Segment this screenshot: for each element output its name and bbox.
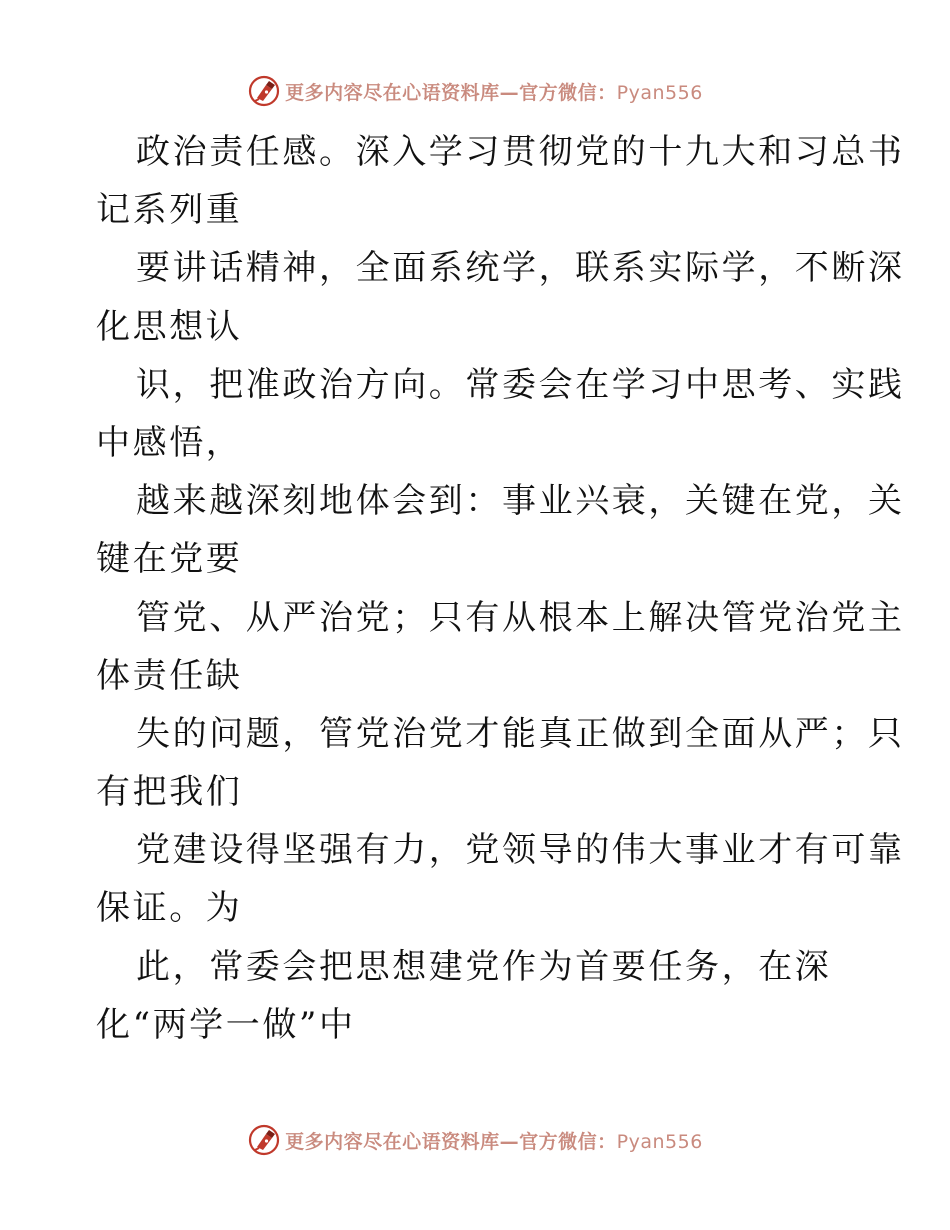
- text-line: 有把我们: [96, 772, 243, 813]
- footer-watermark-text: [285, 1127, 703, 1154]
- text-line: 管党、从严治党；只有从根本上解决管党治党主: [136, 597, 905, 638]
- document-body: [96, 123, 905, 1054]
- footer-watermark-label: 更多内容尽在心语资料库—官方微信：: [285, 1130, 617, 1153]
- text-line: 政治责任感。深入学习贯彻党的十九大和习总书: [136, 132, 905, 172]
- text-line: 要讲话精神，全面系统学，联系实际学，不断深: [136, 248, 905, 289]
- header-watermark: [247, 74, 703, 108]
- text-line: 失的问题，管党治党才能真正做到全面从严；只: [136, 713, 905, 754]
- text-line: 化思想认: [96, 306, 243, 347]
- pen-nib-logo-icon: [247, 1123, 281, 1157]
- header-watermark-handle: Pyan556: [616, 81, 703, 104]
- header-watermark-banner: [0, 71, 950, 111]
- text-line: 越来越深刻地体会到：事业兴衰，关键在党，关: [136, 481, 905, 522]
- header-watermark-label: 更多内容尽在心语资料库—官方微信：: [285, 81, 617, 104]
- text-line: 键在党要: [96, 539, 243, 580]
- text-line: 记系列重: [96, 190, 243, 231]
- text-line: 保证。为: [96, 888, 243, 929]
- header-watermark-text: [285, 78, 703, 105]
- pen-nib-logo-icon: [247, 74, 281, 108]
- text-line: 党建设得坚强有力，党领导的伟大事业才有可靠: [136, 830, 905, 871]
- text-line: 体责任缺: [96, 655, 243, 696]
- text-line: 中感悟，: [96, 422, 243, 463]
- text-line: 此，常委会把思想建党作为首要任务，在深: [136, 946, 832, 987]
- footer-watermark-banner: [0, 1120, 950, 1160]
- footer-watermark-handle: Pyan556: [616, 1130, 703, 1153]
- text-line: 识，把准政治方向。常委会在学习中思考、实践: [136, 364, 905, 405]
- text-line: 化“两学一做”中: [96, 1004, 356, 1045]
- footer-watermark: [247, 1123, 703, 1157]
